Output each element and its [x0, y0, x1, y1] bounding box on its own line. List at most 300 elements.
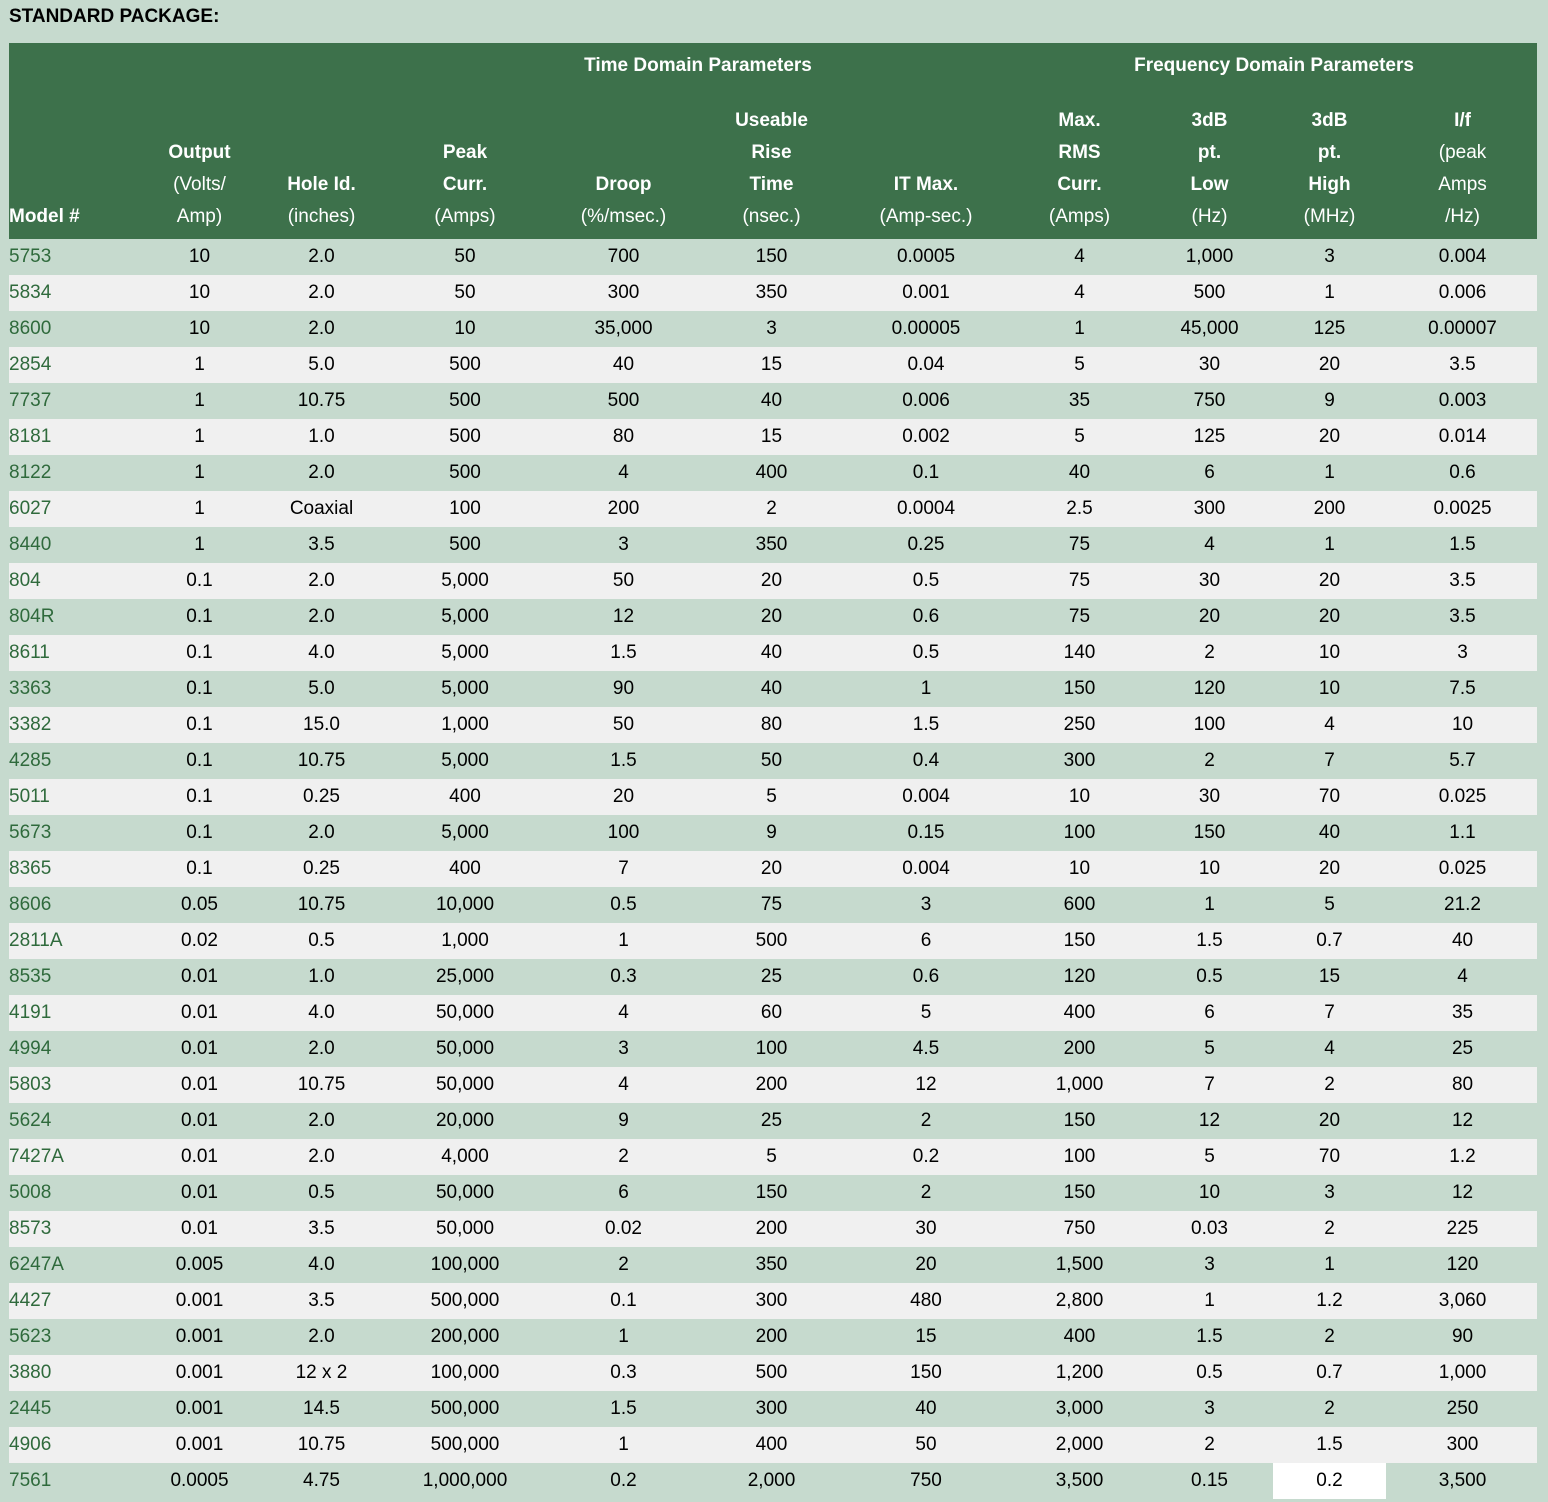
peak-curr-cell: 500	[385, 383, 545, 419]
hole-id-cell: 4.0	[258, 1247, 385, 1283]
low-3db-cell: 0.03	[1148, 1211, 1271, 1247]
high-3db-cell: 10	[1271, 671, 1388, 707]
max-rms-cell: 750	[1011, 1211, 1148, 1247]
model-link[interactable]: 8122	[9, 462, 52, 483]
model-link[interactable]: 804	[9, 570, 41, 591]
output-cell: 10	[141, 239, 258, 275]
max-rms-cell: 1	[1011, 311, 1148, 347]
high-3db-cell: 20	[1271, 563, 1388, 599]
output-cell: 0.0005	[141, 1463, 258, 1499]
model-cell	[9, 527, 141, 563]
table-row	[9, 347, 1537, 383]
it-max-cell: 40	[841, 1391, 1011, 1427]
high-3db-cell	[1271, 1463, 1388, 1499]
table-row	[9, 455, 1537, 491]
model-link[interactable]: 5624	[9, 1110, 52, 1131]
low-3db-cell: 1	[1148, 1283, 1271, 1319]
i-over-f-cell: 0.0025	[1388, 491, 1537, 527]
it-max-cell: 0.1	[841, 455, 1011, 491]
max-rms-cell: 75	[1011, 599, 1148, 635]
droop-cell: 6	[545, 1175, 702, 1211]
low-3db-cell: 2	[1148, 743, 1271, 779]
column-header-peak-curr	[385, 89, 545, 239]
output-cell: 0.01	[141, 995, 258, 1031]
model-cell	[9, 851, 141, 887]
column-header-high-3db	[1271, 89, 1388, 239]
rise-time-cell: 500	[702, 923, 841, 959]
high-3db-cell: 5	[1271, 887, 1388, 923]
output-cell: 0.01	[141, 1139, 258, 1175]
peak-curr-cell: 100	[385, 491, 545, 527]
column-header-i-over-f	[1388, 89, 1537, 239]
low-3db-cell: 30	[1148, 563, 1271, 599]
i-over-f-cell: 3	[1388, 635, 1537, 671]
column-header-unit: /Hz)	[1445, 206, 1480, 227]
rise-time-cell: 40	[702, 671, 841, 707]
column-header-max-rms	[1011, 89, 1148, 239]
i-over-f-cell: 250	[1388, 1391, 1537, 1427]
it-max-cell: 0.5	[841, 635, 1011, 671]
model-link[interactable]: 8535	[9, 966, 52, 987]
max-rms-cell: 40	[1011, 455, 1148, 491]
model-link[interactable]: 8600	[9, 318, 52, 339]
hole-id-cell: 1.0	[258, 419, 385, 455]
group-header-row	[9, 43, 1537, 89]
model-link[interactable]: 5753	[9, 246, 52, 267]
max-rms-cell: 120	[1011, 959, 1148, 995]
column-header-label: Peak	[442, 142, 488, 163]
hole-id-cell: 12 x 2	[258, 1355, 385, 1391]
peak-curr-cell: 1,000	[385, 923, 545, 959]
output-cell: 0.1	[141, 851, 258, 887]
peak-curr-cell: 50	[385, 239, 545, 275]
i-over-f-cell: 225	[1388, 1211, 1537, 1247]
hole-id-cell: 2.0	[258, 815, 385, 851]
model-cell	[9, 671, 141, 707]
column-header-rise-time	[702, 89, 841, 239]
peak-curr-cell: 200,000	[385, 1319, 545, 1355]
low-3db-cell: 12	[1148, 1103, 1271, 1139]
droop-cell: 0.2	[545, 1463, 702, 1499]
model-cell	[9, 1427, 141, 1463]
model-link[interactable]: 4994	[9, 1038, 52, 1059]
high-3db-cell: 2	[1271, 1067, 1388, 1103]
model-cell	[9, 1391, 141, 1427]
i-over-f-cell: 1,000	[1388, 1355, 1537, 1391]
droop-cell: 0.3	[545, 1355, 702, 1391]
model-link[interactable]: 4191	[9, 1002, 52, 1023]
table-row	[9, 635, 1537, 671]
output-cell: 1	[141, 455, 258, 491]
rise-time-cell: 400	[702, 455, 841, 491]
low-3db-cell: 2	[1148, 1427, 1271, 1463]
model-link[interactable]: 804R	[9, 606, 55, 627]
output-cell: 0.1	[141, 779, 258, 815]
model-cell	[9, 383, 141, 419]
rise-time-cell: 25	[702, 959, 841, 995]
hole-id-cell: 1.0	[258, 959, 385, 995]
i-over-f-cell: 0.004	[1388, 239, 1537, 275]
model-link[interactable]: 5834	[9, 282, 52, 303]
i-over-f-cell: 40	[1388, 923, 1537, 959]
it-max-cell: 0.0005	[841, 239, 1011, 275]
column-header-label: Curr.	[1057, 174, 1102, 195]
output-cell: 1	[141, 527, 258, 563]
low-3db-cell: 30	[1148, 779, 1271, 815]
model-link[interactable]: 5008	[9, 1182, 52, 1203]
high-3db-cell: 20	[1271, 1103, 1388, 1139]
hole-id-cell: 0.25	[258, 779, 385, 815]
model-cell	[9, 779, 141, 815]
rise-time-cell: 2	[702, 491, 841, 527]
table-row	[9, 1067, 1537, 1103]
page-title: STANDARD PACKAGE:	[9, 6, 220, 27]
high-3db-cell: 15	[1271, 959, 1388, 995]
hole-id-cell: 3.5	[258, 1283, 385, 1319]
rise-time-cell: 200	[702, 1319, 841, 1355]
high-3db-cell: 40	[1271, 815, 1388, 851]
column-header-label: Time	[749, 174, 794, 195]
peak-curr-cell: 50	[385, 275, 545, 311]
i-over-f-cell: 1.1	[1388, 815, 1537, 851]
high-3db-cell: 2	[1271, 1391, 1388, 1427]
model-link[interactable]: 2445	[9, 1398, 52, 1419]
it-max-cell: 4.5	[841, 1031, 1011, 1067]
droop-cell: 3	[545, 1031, 702, 1067]
it-max-cell: 0.001	[841, 275, 1011, 311]
rise-time-cell: 50	[702, 743, 841, 779]
droop-cell: 1	[545, 923, 702, 959]
column-header-unit: (nsec.)	[742, 206, 801, 227]
column-header-label: Model #	[9, 206, 80, 227]
rise-time-cell: 100	[702, 1031, 841, 1067]
model-link[interactable]: 5673	[9, 822, 52, 843]
peak-curr-cell: 500	[385, 527, 545, 563]
high-3db-cell: 0.7	[1271, 1355, 1388, 1391]
hole-id-cell: 0.5	[258, 923, 385, 959]
it-max-cell: 0.004	[841, 851, 1011, 887]
group-header-spacer	[9, 43, 385, 89]
output-cell: 0.01	[141, 1031, 258, 1067]
max-rms-cell: 300	[1011, 743, 1148, 779]
model-link[interactable]: 8440	[9, 534, 52, 555]
low-3db-cell: 5	[1148, 1139, 1271, 1175]
droop-cell: 300	[545, 275, 702, 311]
hole-id-cell: 4.0	[258, 635, 385, 671]
table-body	[9, 239, 1537, 1499]
i-over-f-cell: 0.025	[1388, 851, 1537, 887]
model-link[interactable]: 7561	[9, 1470, 52, 1491]
low-3db-cell: 7	[1148, 1067, 1271, 1103]
high-3db-cell: 1.2	[1271, 1283, 1388, 1319]
rise-time-cell: 20	[702, 599, 841, 635]
hole-id-cell: 4.0	[258, 995, 385, 1031]
high-3db-cell: 10	[1271, 635, 1388, 671]
max-rms-cell: 150	[1011, 1103, 1148, 1139]
hole-id-cell: 15.0	[258, 707, 385, 743]
high-3db-cell: 0.7	[1271, 923, 1388, 959]
low-3db-cell: 1.5	[1148, 1319, 1271, 1355]
model-link[interactable]: 2854	[9, 354, 52, 375]
hole-id-cell: 0.25	[258, 851, 385, 887]
model-cell	[9, 743, 141, 779]
max-rms-cell: 2.5	[1011, 491, 1148, 527]
model-cell	[9, 959, 141, 995]
output-cell: 1	[141, 491, 258, 527]
rise-time-cell: 20	[702, 563, 841, 599]
model-link[interactable]: 5803	[9, 1074, 52, 1095]
column-header-output	[141, 89, 258, 239]
table-row	[9, 311, 1537, 347]
low-3db-cell: 3	[1148, 1247, 1271, 1283]
it-max-cell: 0.002	[841, 419, 1011, 455]
droop-cell: 4	[545, 455, 702, 491]
max-rms-cell: 1,000	[1011, 1067, 1148, 1103]
rise-time-cell: 25	[702, 1103, 841, 1139]
model-link[interactable]: 6027	[9, 498, 52, 519]
peak-curr-cell: 500,000	[385, 1427, 545, 1463]
it-max-cell: 0.04	[841, 347, 1011, 383]
rise-time-cell: 300	[702, 1283, 841, 1319]
table-row	[9, 923, 1537, 959]
column-header-unit: (Hz)	[1191, 206, 1228, 227]
high-3db-cell: 3	[1271, 1175, 1388, 1211]
output-cell: 0.1	[141, 563, 258, 599]
column-header-label: Low	[1190, 174, 1229, 195]
rise-time-cell: 60	[702, 995, 841, 1031]
hole-id-cell: 2.0	[258, 455, 385, 491]
column-header-row	[9, 89, 1537, 239]
model-link[interactable]: 4906	[9, 1434, 52, 1455]
column-header-label: Useable	[735, 110, 808, 131]
model-cell	[9, 1355, 141, 1391]
table-row	[9, 527, 1537, 563]
low-3db-cell: 5	[1148, 1031, 1271, 1067]
rise-time-cell: 350	[702, 1247, 841, 1283]
model-cell	[9, 1463, 141, 1499]
high-3db-cell: 2	[1271, 1319, 1388, 1355]
it-max-cell: 5	[841, 995, 1011, 1031]
droop-cell: 50	[545, 563, 702, 599]
droop-cell: 0.1	[545, 1283, 702, 1319]
peak-curr-cell: 1,000	[385, 707, 545, 743]
it-max-cell: 2	[841, 1103, 1011, 1139]
i-over-f-cell: 3.5	[1388, 599, 1537, 635]
i-over-f-cell: 3.5	[1388, 563, 1537, 599]
max-rms-cell: 4	[1011, 275, 1148, 311]
rise-time-cell: 80	[702, 707, 841, 743]
hole-id-cell: 5.0	[258, 671, 385, 707]
high-3db-cell: 1.5	[1271, 1427, 1388, 1463]
model-cell	[9, 815, 141, 851]
model-cell	[9, 1319, 141, 1355]
model-cell	[9, 239, 141, 275]
model-link[interactable]: 3363	[9, 678, 52, 699]
droop-cell: 7	[545, 851, 702, 887]
i-over-f-cell: 25	[1388, 1031, 1537, 1067]
max-rms-cell: 140	[1011, 635, 1148, 671]
column-header-label: 3dB	[1191, 110, 1228, 131]
it-max-cell: 1.5	[841, 707, 1011, 743]
model-link[interactable]: 8365	[9, 858, 52, 879]
model-cell	[9, 635, 141, 671]
model-link[interactable]: 3880	[9, 1362, 52, 1383]
model-cell	[9, 1175, 141, 1211]
column-header-unit: (MHz)	[1303, 206, 1356, 227]
i-over-f-cell: 300	[1388, 1427, 1537, 1463]
droop-cell: 12	[545, 599, 702, 635]
max-rms-cell: 1,500	[1011, 1247, 1148, 1283]
it-max-cell: 0.004	[841, 779, 1011, 815]
model-link[interactable]: 8606	[9, 894, 52, 915]
table-row	[9, 1319, 1537, 1355]
column-header-unit: (Amp-sec.)	[879, 206, 973, 227]
high-3db-cell: 70	[1271, 1139, 1388, 1175]
it-max-cell: 480	[841, 1283, 1011, 1319]
max-rms-cell: 250	[1011, 707, 1148, 743]
table-row	[9, 1355, 1537, 1391]
droop-cell: 2	[545, 1247, 702, 1283]
column-header-unit: (Amps)	[1048, 206, 1111, 227]
table-row	[9, 779, 1537, 815]
hole-id-cell: 2.0	[258, 1103, 385, 1139]
rise-time-cell: 3	[702, 311, 841, 347]
table-row	[9, 1103, 1537, 1139]
output-cell: 0.01	[141, 1103, 258, 1139]
table-row	[9, 419, 1537, 455]
table-row	[9, 1463, 1537, 1499]
high-3db-cell: 7	[1271, 743, 1388, 779]
droop-cell: 0.3	[545, 959, 702, 995]
hole-id-cell: 3.5	[258, 527, 385, 563]
it-max-cell: 0.25	[841, 527, 1011, 563]
droop-cell: 1	[545, 1427, 702, 1463]
hole-id-cell: 0.5	[258, 1175, 385, 1211]
it-max-cell: 0.4	[841, 743, 1011, 779]
it-max-cell: 6	[841, 923, 1011, 959]
model-cell	[9, 455, 141, 491]
table-row	[9, 383, 1537, 419]
table-row	[9, 275, 1537, 311]
model-link[interactable]: 4285	[9, 750, 52, 771]
it-max-cell: 750	[841, 1463, 1011, 1499]
model-link[interactable]: 3382	[9, 714, 52, 735]
low-3db-cell: 45,000	[1148, 311, 1271, 347]
low-3db-cell: 4	[1148, 527, 1271, 563]
model-link[interactable]: 5623	[9, 1326, 52, 1347]
i-over-f-cell: 0.006	[1388, 275, 1537, 311]
rise-time-cell: 9	[702, 815, 841, 851]
it-max-cell: 0.00005	[841, 311, 1011, 347]
rise-time-cell: 15	[702, 347, 841, 383]
model-link[interactable]: 7737	[9, 390, 52, 411]
model-link[interactable]: 2811A	[9, 930, 63, 951]
model-link[interactable]: 8181	[9, 426, 52, 447]
it-max-cell: 0.15	[841, 815, 1011, 851]
rise-time-cell: 5	[702, 779, 841, 815]
droop-cell: 50	[545, 707, 702, 743]
output-cell: 0.001	[141, 1427, 258, 1463]
model-cell	[9, 599, 141, 635]
output-cell: 0.005	[141, 1247, 258, 1283]
droop-cell: 80	[545, 419, 702, 455]
output-cell: 1	[141, 347, 258, 383]
i-over-f-cell: 12	[1388, 1103, 1537, 1139]
model-link[interactable]: 5011	[9, 786, 50, 807]
i-over-f-cell: 21.2	[1388, 887, 1537, 923]
low-3db-cell: 20	[1148, 599, 1271, 635]
hole-id-cell: 2.0	[258, 1139, 385, 1175]
column-header-low-3db	[1148, 89, 1271, 239]
peak-curr-cell: 10,000	[385, 887, 545, 923]
peak-curr-cell: 5,000	[385, 599, 545, 635]
output-cell: 0.1	[141, 671, 258, 707]
column-header-unit: (peak	[1438, 142, 1487, 163]
output-cell: 0.05	[141, 887, 258, 923]
i-over-f-cell: 90	[1388, 1319, 1537, 1355]
model-link[interactable]: 4427	[9, 1290, 52, 1311]
column-header-label: Rise	[751, 142, 792, 163]
high-3db-cell: 20	[1271, 599, 1388, 635]
table-row	[9, 1391, 1537, 1427]
it-max-cell: 0.6	[841, 599, 1011, 635]
i-over-f-cell: 7.5	[1388, 671, 1537, 707]
hole-id-cell: 2.0	[258, 239, 385, 275]
rise-time-cell: 40	[702, 383, 841, 419]
peak-curr-cell: 25,000	[385, 959, 545, 995]
peak-curr-cell: 500,000	[385, 1283, 545, 1319]
it-max-cell: 50	[841, 1427, 1011, 1463]
max-rms-cell: 3,000	[1011, 1391, 1148, 1427]
i-over-f-cell: 3,500	[1388, 1463, 1537, 1499]
model-link[interactable]: 7427A	[9, 1146, 64, 1167]
hole-id-cell: 4.75	[258, 1463, 385, 1499]
model-link[interactable]: 8611	[9, 642, 50, 663]
low-3db-cell: 125	[1148, 419, 1271, 455]
model-cell	[9, 1103, 141, 1139]
table-row	[9, 1139, 1537, 1175]
droop-cell: 4	[545, 1067, 702, 1103]
droop-cell: 1	[545, 1319, 702, 1355]
i-over-f-cell: 35	[1388, 995, 1537, 1031]
output-cell: 0.1	[141, 743, 258, 779]
table-row	[9, 995, 1537, 1031]
table-row	[9, 599, 1537, 635]
low-3db-cell: 500	[1148, 275, 1271, 311]
column-header-it-max	[841, 89, 1011, 239]
droop-cell: 100	[545, 815, 702, 851]
max-rms-cell: 10	[1011, 779, 1148, 815]
low-3db-cell: 6	[1148, 455, 1271, 491]
hole-id-cell: 2.0	[258, 311, 385, 347]
i-over-f-cell: 10	[1388, 707, 1537, 743]
model-cell	[9, 1211, 141, 1247]
output-cell: 10	[141, 275, 258, 311]
rise-time-cell: 2,000	[702, 1463, 841, 1499]
model-link[interactable]: 8573	[9, 1218, 52, 1239]
model-link[interactable]: 6247A	[9, 1254, 64, 1275]
low-3db-cell: 1	[1148, 887, 1271, 923]
peak-curr-cell: 5,000	[385, 563, 545, 599]
output-cell: 0.01	[141, 1211, 258, 1247]
column-header-label: Droop	[595, 174, 652, 195]
output-cell: 0.001	[141, 1319, 258, 1355]
droop-cell: 90	[545, 671, 702, 707]
low-3db-cell: 150	[1148, 815, 1271, 851]
rise-time-cell: 40	[702, 635, 841, 671]
table-row	[9, 1283, 1537, 1319]
low-3db-cell: 100	[1148, 707, 1271, 743]
